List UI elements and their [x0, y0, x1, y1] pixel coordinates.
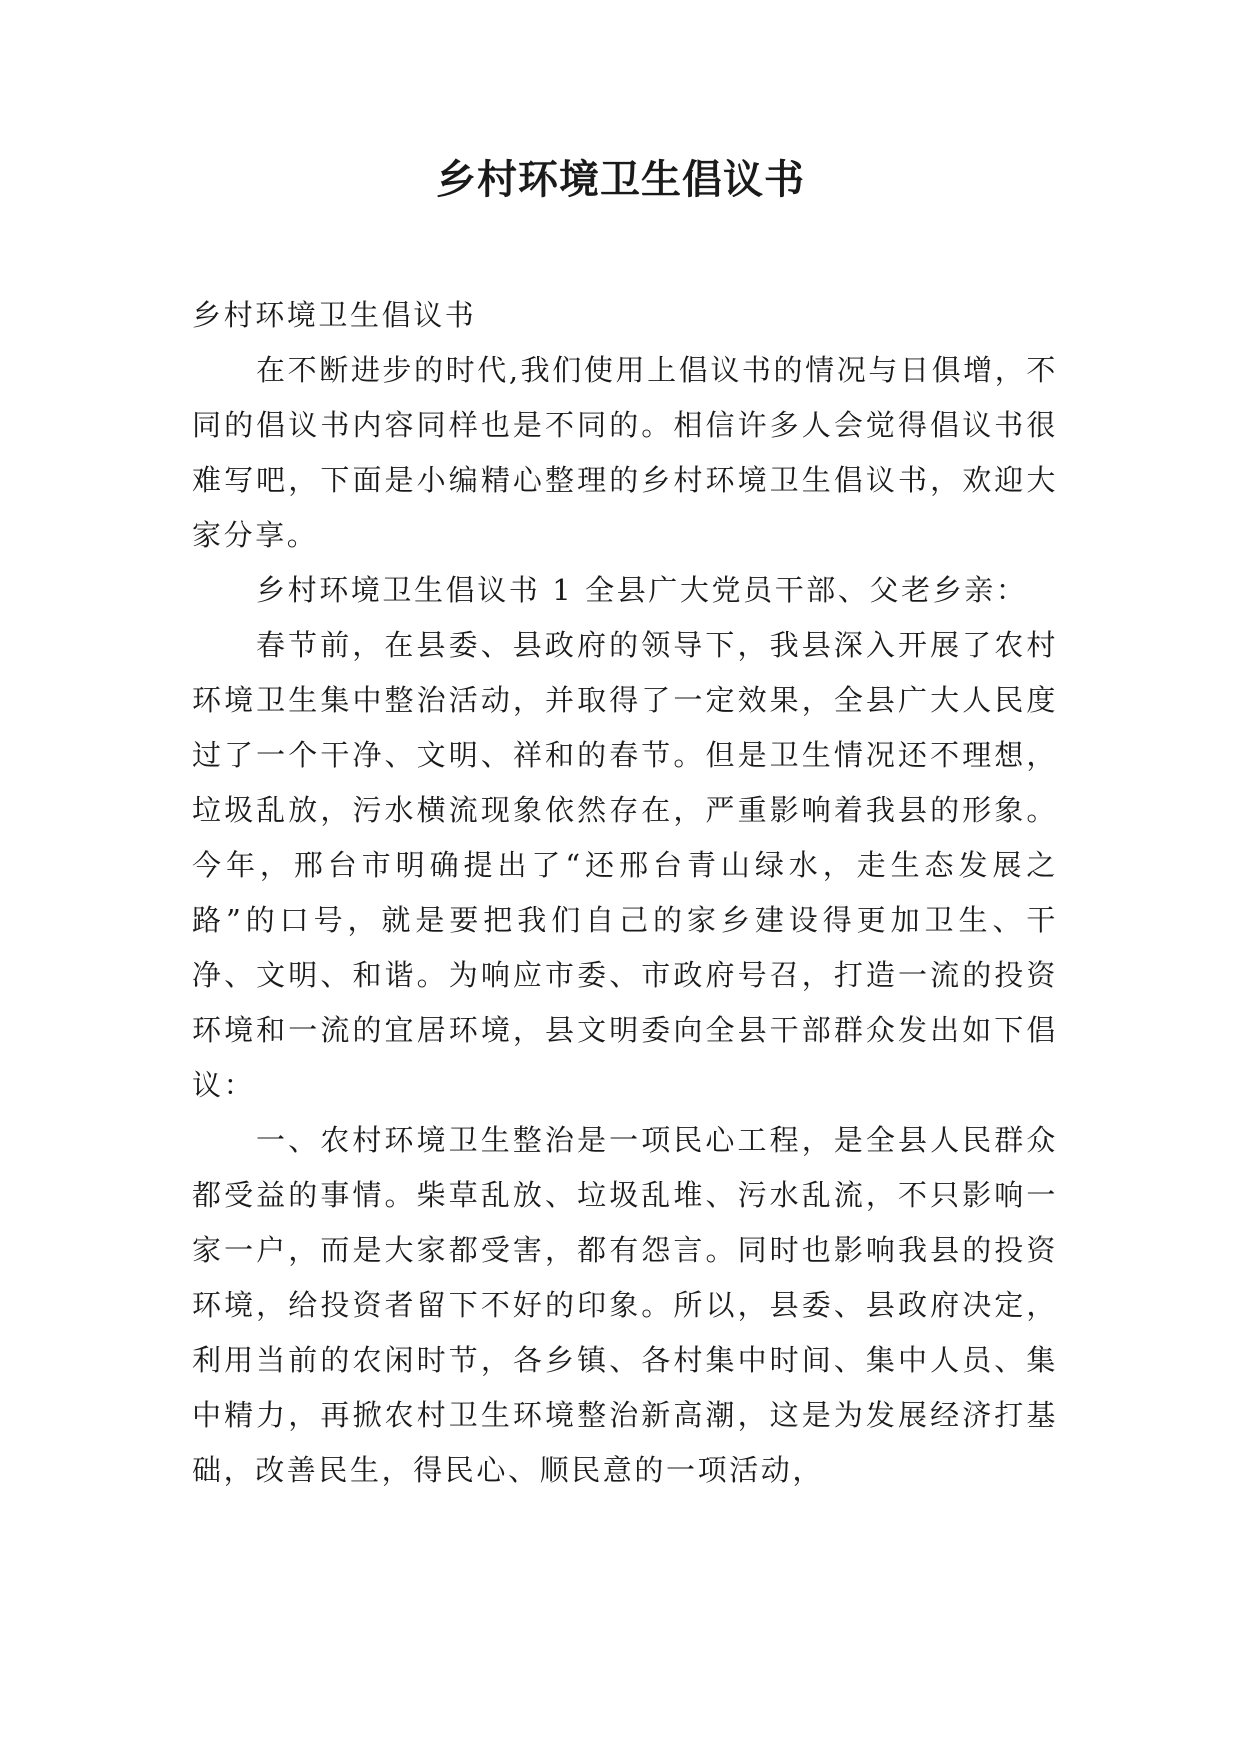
document-title: 乡村环境卫生倡议书 [436, 157, 805, 203]
background-paragraph: 春节前，在县委、县政府的领导下，我县深入开展了农村环境卫生集中整治活动，并取得了一定效果，全县广大人民度过了一个干净、文明、祥和的春节。但是卫生情况还不理想，垃圾乱放，污水横流现象依然存在，严重影响着我县的形象。今年，邢台市明确提出了“还邢台青山绿水，走生态发展之路”的口号，就是要把我们自己的家乡建设得更加卫生、干净、文明、和谐。为响应市委、市政府号召，打造一流的投资环境和一流的宜居环境，县文明委向全县干部群众发出如下倡议： [192, 628, 1058, 1102]
intro-paragraph: 在不断进步的时代,我们使用上倡议书的情况与日俱增，不同的倡议书内容同样也是不同的。相信许多人会觉得倡议书很难写吧，下面是小编精心整理的乡村环境卫生倡议书，欢迎大家分享。 [192, 353, 1058, 552]
proposal-paragraph-1: 一、农村环境卫生整治是一项民心工程，是全县人民群众都受益的事情。柴草乱放、垃圾乱堆、污水乱流，不只影响一家一户，而是大家都受害，都有怨言。同时也影响我县的投资环境，给投资者留下不好的印象。所以，县委、县政府决定，利用当前的农闲时节，各乡镇、各村集中时间、集中人员、集中精力，再掀农村卫生环境整治新高潮，这是为发展经济打基础，改善民生，得民心、顺民意的一项活动， [192, 1123, 1058, 1487]
document-body [192, 288, 1058, 1498]
salutation-paragraph: 乡村环境卫生倡议书 1 全县广大党员干部、父老乡亲： [256, 573, 1028, 607]
document-subtitle: 乡村环境卫生倡议书 [192, 298, 477, 332]
